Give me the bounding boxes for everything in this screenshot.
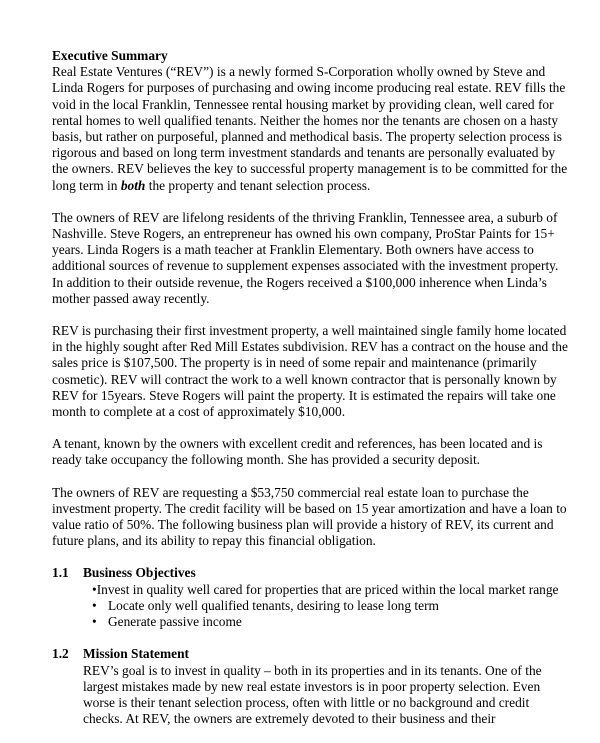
text-line: rigorous and based on long term investment standards and tenants are personally evaluated by <box>52 145 556 161</box>
text-line: Linda Rogers for purposes of purchasing and owing income producing real estate. REV fills the <box>52 80 566 96</box>
text-line: largest mistakes made by new real estate investors is in poor property selection. Even <box>83 678 541 694</box>
text-line: the owners. REV believes the key to successful property management is to be committed for the <box>52 161 568 177</box>
list-item-text: Locate only well qualified tenants, desiring to lease long term <box>108 597 439 613</box>
text-line: The owners of REV are lifelong residents of the thriving Franklin, Tennessee area, a suburb of <box>52 209 558 225</box>
text-line: Nashville. Steve Rogers, an entrepreneur has owned his own company, ProStar Paints for 15+ <box>52 226 555 242</box>
mission-statement-heading <box>52 646 552 662</box>
emphasis-both: both <box>120 177 146 193</box>
loan-paragraph <box>52 484 567 550</box>
text-line: additional sources of revenue to supplement expenses associated with the investment property. <box>52 258 559 274</box>
text-line: month to complete at a cost of approximately $10,000. <box>52 404 346 420</box>
list-item-text: Invest in quality well cared for properties that are priced within the local market range <box>96 581 559 597</box>
text-line: in the highly sought after Red Mill Estates subdivision. REV has a contract on the house and the <box>52 339 568 355</box>
text-line: A tenant, known by the owners with excellent credit and references, has been located and is <box>52 436 543 452</box>
text-line: rental homes to well qualified tenants. Neither the homes nor the tenants are chosen on a hasty <box>52 112 559 128</box>
owners-paragraph <box>52 209 559 307</box>
text-line: sales price is $107,500. The property is in need of some repair and maintenance (primarily <box>52 355 537 371</box>
text-line: REV for 15years. Steve Rogers will paint the property. It is estimated the repairs will take one <box>52 387 556 403</box>
text-line: REV is purchasing their first investment property, a well maintained single family home located <box>52 323 567 339</box>
text-line: value ratio of 50%. The following business plan will provide a history of REV, its current and <box>52 517 554 533</box>
bullet-icon: • <box>92 597 97 613</box>
executive-summary-paragraph <box>52 64 568 194</box>
text-line: The owners of REV are requesting a $53,750 commercial real estate loan to purchase the <box>52 484 529 500</box>
text-line: cosmetic). REV will contract the work to a well known contractor that is personally known by <box>52 371 557 387</box>
text-line: REV’s goal is to invest in quality – both in its properties and in its tenants. One of the <box>83 662 542 678</box>
executive-summary-heading: Executive Summary <box>52 48 168 63</box>
business-objectives-heading <box>52 565 552 581</box>
text-line: mother passed away recently. <box>52 290 210 306</box>
text-line: ready take occupancy the following month. She has provided a security deposit. <box>52 452 481 468</box>
list-item <box>92 581 559 598</box>
list-item-text: Generate passive income <box>108 614 242 630</box>
text-line: worse is their tenant selection process, often with little or no background and credit <box>83 694 530 710</box>
section-number: 1.2 <box>52 646 69 662</box>
section-title: Business Objectives <box>83 565 196 581</box>
list-item <box>92 614 552 630</box>
text-line: future plans, and its ability to repay this financial obligation. <box>52 533 376 549</box>
text-line: In addition to their outside revenue, the Rogers received a $100,000 inherence when Linda’s <box>52 274 547 290</box>
text-line: checks. At REV, the owners are extremely devoted to their business and their <box>83 711 496 727</box>
text-line: Real Estate Ventures (“REV”) is a newly formed S-Corporation wholly owned by Steve and <box>52 64 546 80</box>
section-title: Mission Statement <box>83 646 190 662</box>
text-line: basis, but rather on purposeful, planned and methodical basis. The property selection process is <box>52 129 562 145</box>
text-run: the property and tenant selection process. <box>145 177 371 193</box>
purchase-paragraph <box>52 323 568 420</box>
list-item <box>92 598 552 614</box>
text-run: long term in <box>52 177 121 193</box>
bullet-icon: • <box>92 614 97 630</box>
tenant-paragraph <box>52 436 552 468</box>
text-line: void in the local Franklin, Tennessee rental housing market by providing clean, well cared for <box>52 96 554 112</box>
text-line <box>52 178 552 194</box>
bullet-icon: • <box>92 581 97 597</box>
text-line: years. Linda Rogers is a math teacher at Franklin Elementary. Both owners have access to <box>52 242 534 258</box>
mission-statement-paragraph <box>83 663 552 728</box>
text-line: investment property. The credit facility will be based on 15 year amortization and have a loan to <box>52 500 567 516</box>
section-number: 1.1 <box>52 565 69 581</box>
business-objectives-list <box>52 581 559 631</box>
document-body <box>52 48 568 743</box>
